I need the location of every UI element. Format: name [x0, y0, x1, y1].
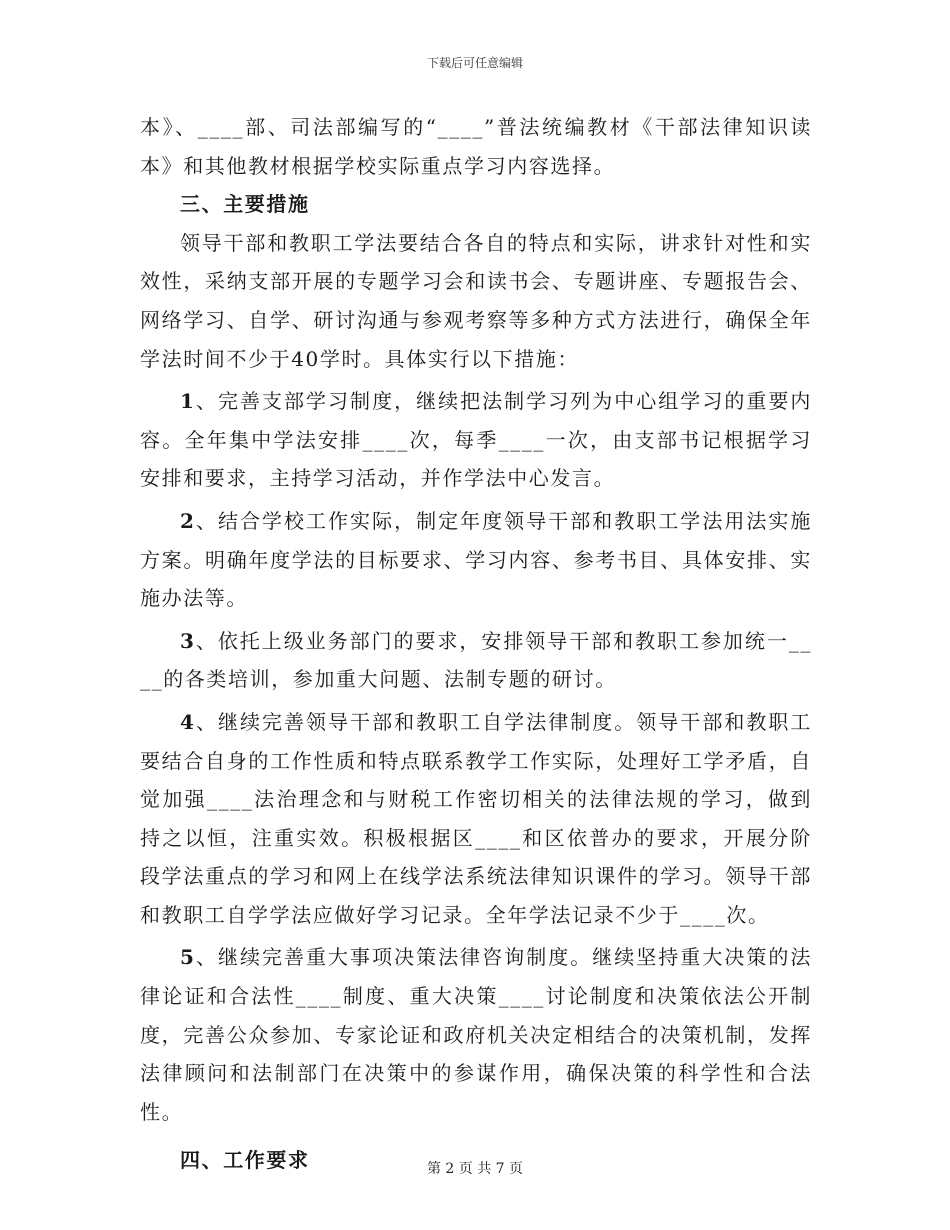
list-item-text: 、完善支部学习制度，继续把法制学习列为中心组学习的重要内容。全年集中学法安排____次，每季____一次，由支部书记根据学习安排和要求，主持学习活动，并作学法中心发言。 — [140, 389, 812, 491]
list-item-number: 3 — [180, 628, 196, 653]
list-item-1 — [140, 382, 812, 498]
list-item-2 — [140, 502, 812, 618]
list-item-text: 、继续完善领导干部和教职工自学法律制度。领导干部和教职工要结合自身的工作性质和特点联系教学工作实际，处理好工学矛盾，自觉加强____法治理念和与财税工作密切相关的法律法规的学习，做到持之以恒，注重实效。积极根据区____和区依普办的要求，开展分阶段学法重点的学习和网上在线学法系统法律知识课件的学习。领导干部和教职工自学学法应做好学习记录。全年学法记录不少于____次。 — [140, 709, 812, 927]
list-item-number: 2 — [180, 508, 196, 533]
list-item-number: 5 — [180, 945, 196, 970]
list-item-number: 4 — [180, 709, 196, 734]
page-number-footer: 第 2 页 共 7 页 — [426, 1161, 524, 1177]
document-body — [140, 108, 812, 1180]
section-heading-4: 四、工作要求 — [180, 1148, 310, 1173]
section-heading-3: 三、主要措施 — [180, 192, 310, 217]
paragraph-intro: 本》、____部、司法部编写的“____”普法统编教材《干部法律知识读本》和其他教材根据学校实际重点学习内容选择。 — [140, 115, 812, 178]
list-item-number: 1 — [180, 389, 196, 414]
list-item-5 — [140, 938, 812, 1131]
list-item-text: 、结合学校工作实际，制定年度领导干部和教职工学法用法实施方案。明确年度学法的目标要求、学习内容、参考书目、具体安排、实施办法等。 — [140, 508, 812, 611]
list-item-3 — [140, 622, 812, 699]
page-header-note: 下载后可任意编辑 — [426, 56, 523, 70]
list-item-text: 、依托上级业务部门的要求，安排领导干部和教职工参加统一____的各类培训，参加重大问题、法制专题的研讨。 — [140, 628, 812, 692]
list-item-4 — [140, 703, 812, 935]
paragraph-section3-intro: 领导干部和教职工学法要结合各自的特点和实际，讲求针对性和实效性，采纳支部开展的专题学习会和读书会、专题讲座、专题报告会、网络学习、自学、研讨沟通与参观考察等多种方式方法进行，确保全年学法时间不少于40学时。具体实行以下措施： — [140, 230, 812, 371]
list-item-text: 、继续完善重大事项决策法律咨询制度。继续坚持重大决策的法律论证和合法性____制度、重大决策____讨论制度和决策依法公开制度，完善公众参加、专家论证和政府机关决定相结合的决策机制，发挥法律顾问和法制部门在决策中的参谋作用，确保决策的科学性和合法性。 — [140, 945, 812, 1124]
